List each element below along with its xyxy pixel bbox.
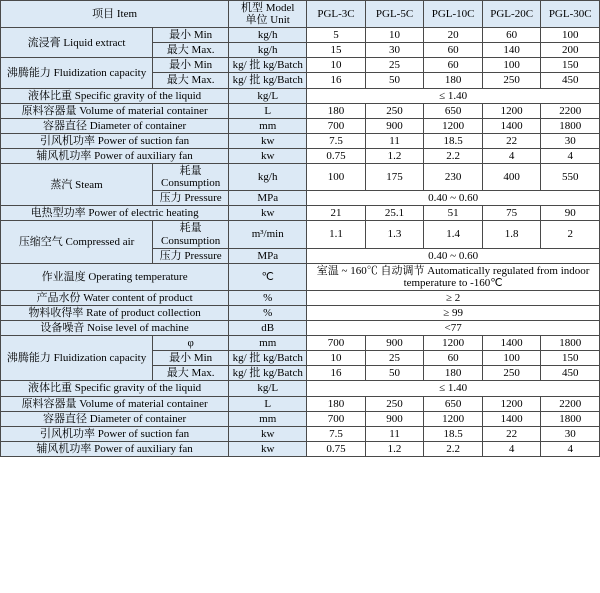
row-value: 1800 [541,336,600,351]
table-row [1,263,600,290]
header-model-1: PGL-5C [365,1,424,28]
row-unit: kw [229,206,307,221]
row-sub-label: 耗量 Consumption [153,221,229,248]
row-unit: kw [229,133,307,148]
row-merged-value: ≤ 1.40 [307,381,600,396]
row-unit: kg/ 批 kg/Batch [229,73,307,88]
row-value: 2 [541,221,600,248]
row-unit: kw [229,441,307,456]
row-label: 原料容器量 Volume of material container [1,103,229,118]
table-row [1,305,600,320]
table-row [1,58,600,73]
row-value: 22 [482,133,541,148]
row-sub-label: 最小 Min [153,28,229,43]
table-row [1,133,600,148]
row-label: 流浸膏 Liquid extract [1,28,153,58]
row-value: 900 [365,336,424,351]
row-value: 7.5 [307,426,366,441]
table-row [1,290,600,305]
row-label: 引风机功率 Power of suction fan [1,133,229,148]
row-value: 2.2 [424,148,483,163]
row-value: 1200 [482,396,541,411]
row-sub-label: 耗量 Consumption [153,164,229,191]
row-label: 辅风机功率 Power of auxiliary fan [1,148,229,163]
row-value: 180 [307,396,366,411]
row-unit: dB [229,321,307,336]
row-sub-label: 最大 Max. [153,73,229,88]
header-unit-model: 机型 Model [240,2,295,14]
row-value: 900 [365,118,424,133]
row-value: 16 [307,366,366,381]
table-row [1,396,600,411]
header-model-0: PGL-3C [307,1,366,28]
row-value: 60 [424,43,483,58]
row-sub-label: 压力 Pressure [153,248,229,263]
row-value: 60 [424,351,483,366]
row-value: 51 [424,206,483,221]
row-value: 4 [482,441,541,456]
table-body [1,28,600,457]
row-unit: L [229,396,307,411]
row-merged-value: 0.40 ~ 0.60 [307,191,600,206]
row-value: 150 [541,58,600,73]
row-label: 液体比重 Specific gravity of the liquid [1,381,229,396]
row-value: 100 [541,28,600,43]
row-value: 230 [424,164,483,191]
row-sub-label: 压力 Pressure [153,191,229,206]
row-unit: % [229,305,307,320]
row-value: 15 [307,43,366,58]
row-value: 30 [365,43,424,58]
table-row [1,336,600,351]
row-value: 1.4 [424,221,483,248]
row-merged-value: 0.40 ~ 0.60 [307,248,600,263]
table-row [1,321,600,336]
row-unit: mm [229,336,307,351]
row-value: 10 [307,58,366,73]
table-row [1,411,600,426]
row-value: 250 [482,73,541,88]
row-label: 引风机功率 Power of suction fan [1,426,229,441]
row-value: 1.2 [365,441,424,456]
row-value: 250 [365,396,424,411]
row-value: 2200 [541,396,600,411]
row-value: 18.5 [424,133,483,148]
row-value: 11 [365,133,424,148]
table-header-row [1,1,600,28]
row-label: 容器直径 Diameter of container [1,118,229,133]
row-merged-value: 室温 ~ 160℃ 自动调节 Automatically regulated from indoor temperature to -160℃ [307,263,600,290]
table-row [1,426,600,441]
row-merged-value: ≥ 99 [307,305,600,320]
row-value: 1.8 [482,221,541,248]
row-value: 11 [365,426,424,441]
row-value: 180 [424,366,483,381]
table-row [1,103,600,118]
row-value: 22 [482,426,541,441]
row-label: 产品水份 Water content of product [1,290,229,305]
row-unit: kg/ 批 kg/Batch [229,58,307,73]
row-label: 电热型功率 Power of electric heating [1,206,229,221]
row-value: 16 [307,73,366,88]
table-row [1,88,600,103]
header-item: 项目 Item [1,1,229,28]
header-model-2: PGL-10C [424,1,483,28]
row-value: 100 [482,58,541,73]
row-sub-label: 最小 Min [153,58,229,73]
row-value: 450 [541,73,600,88]
table-row [1,28,600,43]
header-unit [229,1,307,28]
row-value: 150 [541,351,600,366]
row-unit: kg/h [229,43,307,58]
row-unit: kg/h [229,164,307,191]
row-unit: L [229,103,307,118]
row-sub-label: 最大 Max. [153,43,229,58]
row-value: 4 [541,148,600,163]
header-unit-unit: 单位 Unit [245,14,290,27]
row-value: 1400 [482,118,541,133]
row-value: 650 [424,103,483,118]
row-value: 700 [307,411,366,426]
row-value: 1200 [482,103,541,118]
row-value: 1200 [424,118,483,133]
row-value: 50 [365,73,424,88]
row-merged-value: <77 [307,321,600,336]
row-value: 75 [482,206,541,221]
row-value: 0.75 [307,441,366,456]
row-sub-label: φ [153,336,229,351]
row-value: 100 [482,351,541,366]
row-value: 1400 [482,411,541,426]
table-row [1,206,600,221]
row-unit: kg/ 批 kg/Batch [229,351,307,366]
row-value: 900 [365,411,424,426]
row-value: 4 [482,148,541,163]
row-value: 25 [365,351,424,366]
row-merged-value: ≥ 2 [307,290,600,305]
row-value: 0.75 [307,148,366,163]
table-row [1,164,600,191]
table-row [1,118,600,133]
header-model-4: PGL-30C [541,1,600,28]
row-value: 25.1 [365,206,424,221]
row-value: 20 [424,28,483,43]
row-value: 200 [541,43,600,58]
row-value: 1800 [541,411,600,426]
row-value: 140 [482,43,541,58]
row-value: 1.2 [365,148,424,163]
row-value: 60 [482,28,541,43]
row-label: 容器直径 Diameter of container [1,411,229,426]
table-row [1,441,600,456]
row-label: 设备噪音 Noise level of machine [1,321,229,336]
row-unit: mm [229,411,307,426]
row-value: 4 [541,441,600,456]
row-value: 250 [365,103,424,118]
row-value: 400 [482,164,541,191]
row-unit: kg/h [229,28,307,43]
row-value: 2.2 [424,441,483,456]
row-value: 250 [482,366,541,381]
row-value: 30 [541,426,600,441]
row-value: 10 [307,351,366,366]
row-label: 液体比重 Specific gravity of the liquid [1,88,229,103]
row-value: 1200 [424,411,483,426]
row-value: 180 [307,103,366,118]
row-value: 5 [307,28,366,43]
row-value: 550 [541,164,600,191]
row-value: 175 [365,164,424,191]
header-model-3: PGL-20C [482,1,541,28]
row-value: 700 [307,336,366,351]
row-value: 1.3 [365,221,424,248]
row-label: 物料收得率 Rate of product collection [1,305,229,320]
row-value: 10 [365,28,424,43]
row-value: 1.1 [307,221,366,248]
row-label: 蒸汽 Steam [1,164,153,206]
row-merged-value: ≤ 1.40 [307,88,600,103]
row-sub-label: 最大 Max. [153,366,229,381]
row-value: 450 [541,366,600,381]
row-value: 1800 [541,118,600,133]
row-label: 沸腾能力 Fluidization capacity [1,58,153,88]
row-value: 100 [307,164,366,191]
row-value: 30 [541,133,600,148]
row-value: 2200 [541,103,600,118]
row-sub-label: 最小 Min [153,351,229,366]
row-unit: kw [229,426,307,441]
row-label: 作业温度 Operating temperature [1,263,229,290]
row-label: 压缩空气 Compressed air [1,221,153,263]
row-value: 650 [424,396,483,411]
row-label: 沸腾能力 Fluidization capacity [1,336,153,381]
row-unit: MPa [229,248,307,263]
row-unit: % [229,290,307,305]
row-unit: kg/L [229,88,307,103]
row-unit: kw [229,148,307,163]
row-value: 21 [307,206,366,221]
row-value: 50 [365,366,424,381]
row-unit: mm [229,118,307,133]
row-value: 1400 [482,336,541,351]
row-value: 1200 [424,336,483,351]
table-row [1,381,600,396]
row-unit: m³/min [229,221,307,248]
row-label: 原料容器量 Volume of material container [1,396,229,411]
row-value: 60 [424,58,483,73]
row-value: 700 [307,118,366,133]
row-value: 7.5 [307,133,366,148]
row-unit: kg/ 批 kg/Batch [229,366,307,381]
row-label: 辅风机功率 Power of auxiliary fan [1,441,229,456]
row-unit: MPa [229,191,307,206]
row-unit: kg/L [229,381,307,396]
row-value: 90 [541,206,600,221]
row-value: 25 [365,58,424,73]
row-unit: ℃ [229,263,307,290]
table-row [1,221,600,248]
row-value: 180 [424,73,483,88]
table-row [1,148,600,163]
row-value: 18.5 [424,426,483,441]
